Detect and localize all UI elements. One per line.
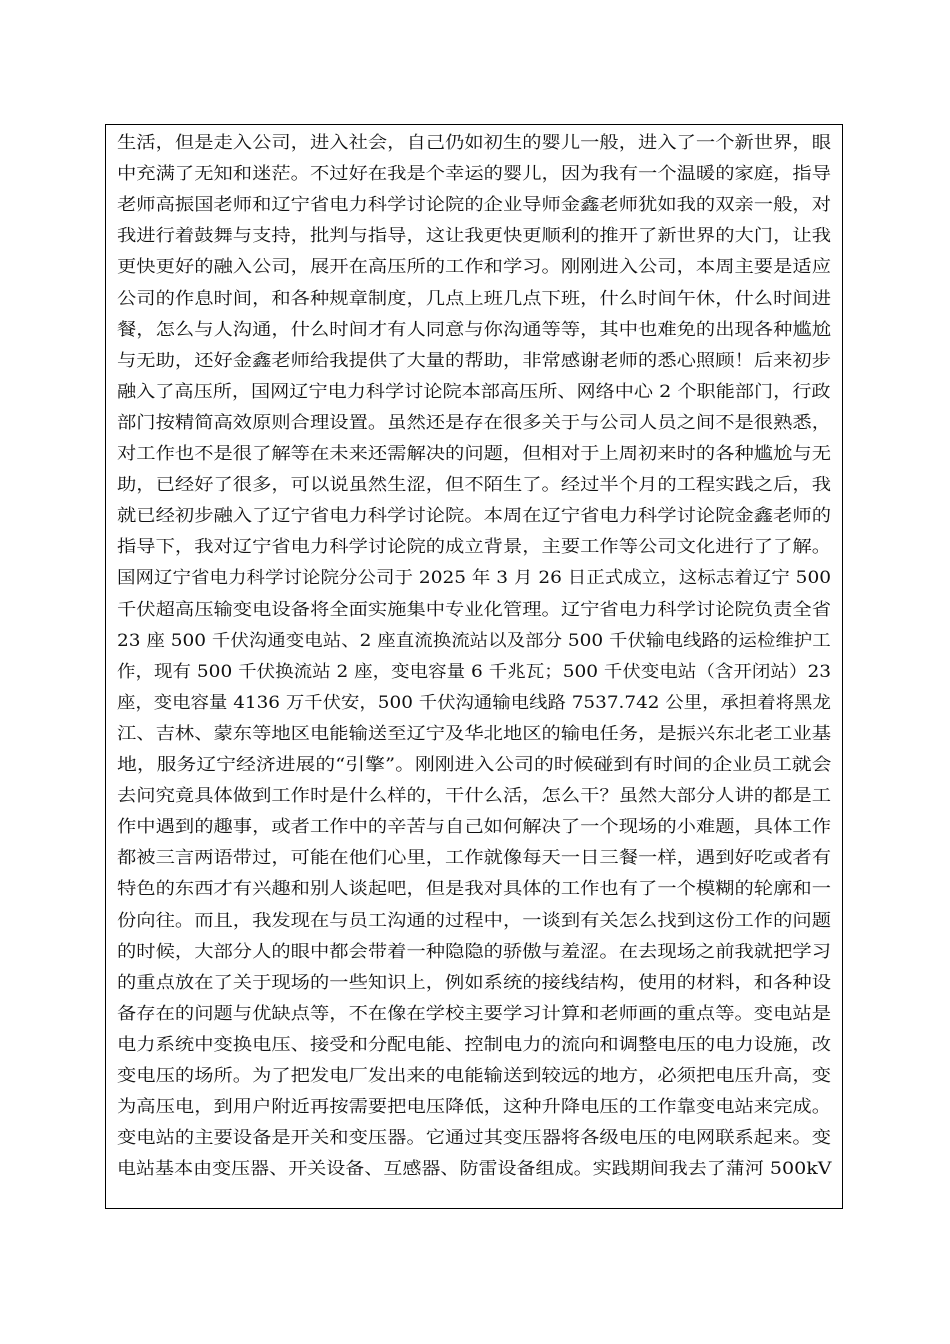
text-line: 地，服务辽宁经济进展的“引擎”。刚刚进入公司的时候碰到有时间的企业员工就会 [117, 755, 832, 775]
text-line: 生活，但是走入公司，进入社会，自己仍如初生的婴儿一般，进入了一个新世界，眼 [117, 133, 831, 153]
text-line: 我进行着鼓舞与支持，批判与指导，这让我更快更顺利的推开了新世界的大门，让我 [117, 226, 831, 247]
text-line: 与无助，还好金鑫老师给我提供了大量的帮助，非常感谢老师的悉心照顾！后来初步 [117, 350, 831, 371]
text-line: 去问究竟具体做到工作时是什么样的，干什么活，怎么干？虽然大部分人讲的都是工 [117, 786, 831, 807]
text-line: 更快更好的融入公司，展开在高压所的工作和学习。刚刚进入公司，本周主要是适应 [117, 257, 831, 278]
text-line: 餐，怎么与人沟通，什么时间才有人同意与你沟通等等，其中也难免的出现各种尴尬 [117, 319, 831, 340]
text-line: 变电压的场所。为了把发电厂发出来的电能输送到较远的地方，必须把电压升高，变 [117, 1066, 831, 1086]
text-line: 电站基本由变压器、开关设备、互感器、防雷设备组成。实践期间我去了蒲河 500kV [117, 1159, 832, 1180]
text-line: 份向往。而且，我发现在与员工沟通的过程中，一谈到有关怎么找到这份工作的问题 [117, 910, 831, 931]
text-line: 特色的东西才有兴趣和别人谈起吧，但是我对具体的工作也有了一个模糊的轮廓和一 [117, 879, 831, 900]
text-line: 备存在的问题与优缺点等，不在像在学校主要学习计算和老师画的重点等。变电站是 [117, 1003, 831, 1024]
text-line: 老师高振国老师和辽宁省电力科学讨论院的企业导师金鑫老师犹如我的双亲一般，对 [117, 195, 831, 216]
text-line: 江、吉林、蒙东等地区电能输送至辽宁及华北地区的输电任务，是振兴东北老工业基 [117, 723, 831, 744]
text-line: 的重点放在了关于现场的一些知识上，例如系统的接线结构，使用的材料，和各种设 [117, 972, 831, 993]
text-line: 对工作也不是很了解等在未来还需解决的问题，但相对于上周初来时的各种尴尬与无 [117, 444, 831, 464]
text-line: 座，变电容量 4136 万千伏安，500 千伏沟通输电线路 7537.742 公里，承担着将黑龙 [117, 692, 831, 713]
text-line: 助，已经好了很多，可以说虽然生涩，但不陌生了。经过半个月的工程实践之后，我 [117, 475, 831, 496]
text-line: 国网辽宁省电力科学讨论院分公司于 2025 年 3 月 26 日正式成立，这标志着辽宁 500 [117, 568, 831, 589]
text-frame [105, 124, 843, 1209]
text-line: 公司的作息时间，和各种规章制度，几点上班几点下班，什么时间午休，什么时间进 [117, 288, 831, 309]
text-line: 23 座 500 千伏沟通变电站、2 座直流换流站以及部分 500 千伏输电线路的运检维护工 [117, 630, 831, 651]
text-line: 作，现有 500 千伏换流站 2 座，变电容量 6 千兆瓦；500 千伏变电站（含开闭站）23 [117, 661, 831, 682]
text-line: 融入了高压所，国网辽宁电力科学讨论院本部高压所、网络中心 2 个职能部门，行政 [117, 381, 831, 402]
text-line: 指导下，我对辽宁省电力科学讨论院的成立背景，主要工作等公司文化进行了了解。 [117, 537, 831, 558]
text-line: 就已经初步融入了辽宁省电力科学讨论院。本周在辽宁省电力科学讨论院金鑫老师的 [117, 506, 831, 527]
text-line: 千伏超高压输变电设备将全面实施集中专业化管理。辽宁省电力科学讨论院负责全省 [117, 599, 831, 620]
text-line: 电力系统中变换电压、接受和分配电能、控制电力的流向和调整电压的电力设施，改 [117, 1034, 831, 1055]
text-line: 部门按精简高效原则合理设置。虽然还是存在很多关于与公司人员之间不是很熟悉， [117, 412, 831, 433]
text-line: 中充满了无知和迷茫。不过好在我是个幸运的婴儿，因为我有一个温暖的家庭，指导 [117, 164, 831, 185]
text-line: 的时候，大部分人的眼中都会带着一种隐隐的骄傲与羞涩。在去现场之前我就把学习 [117, 941, 831, 962]
text-line: 都被三言两语带过，可能在他们心里，工作就像每天一日三餐一样，遇到好吃或者有 [117, 848, 831, 869]
text-line: 作中遇到的趣事，或者工作中的辛苦与自己如何解决了一个现场的小难题，具体工作 [117, 817, 831, 838]
text-line: 为高压电，到用户附近再按需要把电压降低，这种升降电压的工作靠变电站来完成。 [117, 1097, 831, 1118]
text-line: 变电站的主要设备是开关和变压器。它通过其变压器将各级电压的电网联系起来。变 [117, 1128, 831, 1149]
